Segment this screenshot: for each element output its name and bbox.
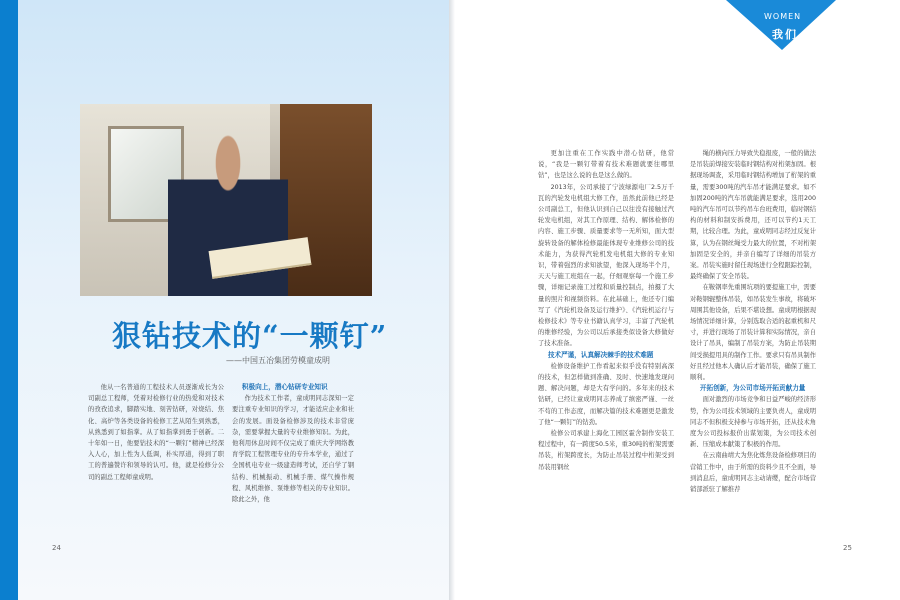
left-col-2 xyxy=(232,382,354,505)
article-title: 狠钻技术的“一颗钉” xyxy=(112,319,388,353)
page-number-right: 25 xyxy=(843,544,852,552)
right-col-2 xyxy=(690,148,816,495)
paragraph: 检修设备维护工作看起来似乎没有特别高深的技术，但怎样做到准确、及时、快速地发现问题、解决问题，却是大有学问的。多年来的技术钻研，已经让童成明同志养成了缜密严谨、一丝不苟的工作态度，而解决篇的技术难题更是激发了他“一颗钉”的钻劲。 xyxy=(538,362,674,426)
section-label-en: WOMEN xyxy=(764,12,802,21)
right-col-1 xyxy=(538,148,674,473)
left-edge-strip xyxy=(0,0,18,600)
article-photo xyxy=(80,104,372,296)
page-number-left: 24 xyxy=(52,544,61,552)
section-heading: 技术严谨，认真解决棘手的技术难题 xyxy=(547,350,654,359)
paragraph: 在云南曲靖大为焦化炼焦设备检修项目的营销工作中，由于所需的资料少且不全面，导到消息后，童成明同志主动请缨，配合市场营销部派驻了解推荐 xyxy=(690,452,816,494)
left-page-background xyxy=(18,0,450,600)
article-subtitle: ——中国五冶集团劳模童成明 xyxy=(226,356,330,365)
paragraph: 在鞍钢率先重围坑项的要提施工中，需要对鞍钢辊整体吊装，如吊装发生事故，将破坏周围其他设备，后果不堪设想。童成明根据现场情况详细计算，分别选取合适的起重机和尺寸，并进行现场了吊装计算和实际情况，亲自设计了吊具，编制了吊装方案，为防止吊装期间受损提用具的制作工作。要求只有吊具制作好且经过他本人确认后才能吊装，确保了施工顺利。 xyxy=(690,284,816,382)
paragraph: 他从一名普通的工程技术人员逐渐成长为公司副总工程师，凭着对检修行业的热爱和对技术的孜孜追求，脚踏实地、刻苦钻研，对烧结、焦化、高炉等各类设备的检修工艺从陌生到熟悉，从熟悉到了如指掌。从了如指掌到勇于创新。二十年如一日，他要钻技术的“一颗钉”精神已经深入人心，加上性为人低调，朴实厚道，得到了职工的普遍赞许和领导的认可。他，就是检修分公司的副总工程师童成明。 xyxy=(88,384,224,481)
paragraph: 面对激烈的市场竞争和日益严峻的经济形势，作为公司技术领域的主要负责人，童成明同志不但积极支持参与市场开拓，还从技术角度为公司投标报价出谋划策，为公司技术创新、压缩成本献策了积极的作用。 xyxy=(690,396,816,449)
spread-gutter xyxy=(449,0,455,600)
section-tab xyxy=(726,0,836,50)
paragraph: 更加注重在工作实践中潜心钻研，他常说，“我是一颗钉带着有技术难题就要往哪里钻”，也是这么说的也是这么做的。 xyxy=(538,150,674,180)
section-heading: 开拓创新，为公司市场开拓贡献力量 xyxy=(699,384,806,393)
paragraph: 绳的横向压力导致失稳报废，一般的做法是吊装前焊接安装临时钢结构对桁架加固。根据现场调查，采用临时钢结构增加了桁架的重量，需要300吨的汽车吊才能满足要求。如不加固200吨的汽车吊就能满足要求，选用200吨的汽车吊可以节约吊车台班费用，临时钢结构的材料和制安拆费用，还可以节约1天工期，比较合理。为此，童成明同志经过反复计算，认为在钢丝绳受力最大的位置，不对桁架加固是安全的，并亲自编写了详细的吊装方案。吊装实施时留任现场进行全程跟踪控制，最终确保了安全吊装。 xyxy=(690,150,816,281)
paragraph: 作为技术工作者，童成明同志深知一定要注重专业知识的学习，才能适应企业和社会的发展。面设备检修涉及的技术非常庞杂，需要掌握大量的专业维修知识。为此，他利用休息时间不仅完成了重庆大学网络教育学院工程管理专业的专升本学业，通过了全国机电专业一级建造师考试，还自学了钢结构、机械振动、机械手册、煤气操作规程、风机维修、泵维修等相关的专业知识。除此之外，他 xyxy=(232,395,354,504)
section-label-cn: 我们 xyxy=(772,28,798,41)
left-col-1 xyxy=(88,382,224,483)
paragraph: 2013年，公司承接了宁波绿源电厂2.5万千瓦的汽轮发电机组大修工作，虽然此前他已经是公司副总工，但他认识到自己以往没有接触过汽轮发电机组，对其工作原理、结构、解体检修的内容、施工步骤、质量要求等一无所知，面大型旋转设备的解体检修最能体现专业维修公司的技术能力，为获得汽轮机发电机组大修的专业知识，带着强烈的求知欲望，他深入现场半个月，天天与施工班组在一起，仔细观察每一个施工步骤，详细记录施工过程和质量控制点，拍摄了大量的照片和视频资料。在此基础上，他还专门编写了《汽轮机设备及运行维护》、《汽轮机运行与检修技术》等专业书籍认真学习，丰富了汽轮机的维修经验，为公司以后承接类似设备大修做好了技术准备。 xyxy=(538,183,674,348)
section-tab-shape xyxy=(726,0,836,50)
paragraph: 检修公司承建上海化工园区霍舍制作安装工程过程中，有一跨度50.5米，重30吨的桁架需要吊装，桁架跨度长，为防止吊装过程中桁架受到吊装用钢丝 xyxy=(538,430,674,471)
section-heading: 积极向上，潜心钻研专业知识 xyxy=(241,383,328,391)
